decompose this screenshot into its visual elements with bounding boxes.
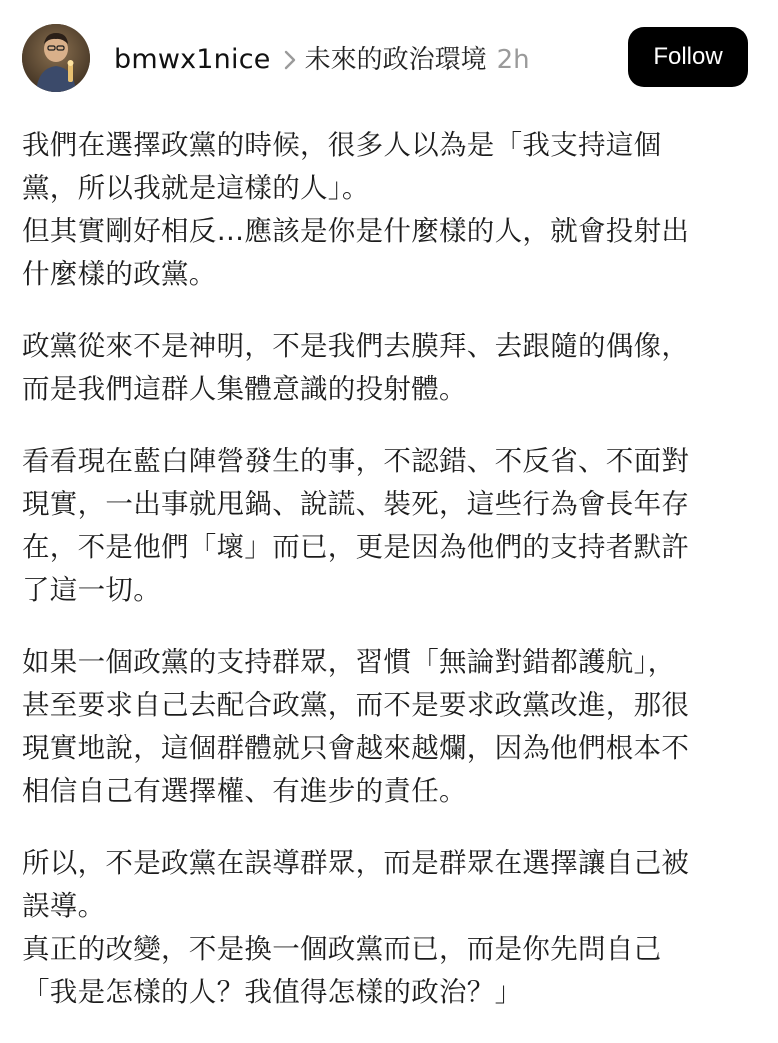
post-text-line: 政黨從來不是神明，不是我們去膜拜、去跟隨的偶像， — [22, 330, 690, 362]
post-text-line: 「我是怎樣的人？我值得怎樣的政治？」 — [22, 976, 523, 1008]
topic-tag-link[interactable]: 未來的政治環境 — [304, 45, 487, 75]
avatar-photo-icon — [22, 24, 90, 92]
post-paragraph — [22, 440, 736, 612]
avatar[interactable] — [22, 24, 90, 92]
post-text-line: 了這一切。 — [22, 574, 161, 606]
post-text-line: 誤導。 — [22, 890, 106, 922]
post-text-line: 現實，一出事就甩鍋、說謊、裝死，這些行為會長年存 — [22, 488, 690, 520]
post-text-line: 甚至要求自己去配合政黨，而不是要求政黨改進，那很 — [22, 689, 690, 721]
post-timestamp: 2h — [496, 45, 530, 75]
post-text-line: 我們在選擇政黨的時候，很多人以為是「我支持這個 — [22, 129, 662, 161]
post-text-line: 而是我們這群人集體意識的投射體。 — [22, 373, 467, 405]
follow-button[interactable]: Follow — [628, 27, 748, 87]
post-text-line: 黨，所以我就是這樣的人」。 — [22, 172, 370, 204]
post-text-line: 看看現在藍白陣營發生的事，不認錯、不反省、不面對 — [22, 445, 690, 477]
username-link[interactable]: bmwx1nice — [114, 44, 271, 75]
post-text-line: 但其實剛好相反…應該是你是什麼樣的人，就會投射出 — [22, 215, 690, 247]
post-text-line: 真正的改變，不是換一個政黨而已，而是你先問自己 — [22, 933, 662, 965]
post-text-line: 相信自己有選擇權、有進步的責任。 — [22, 775, 467, 807]
post-text-line: 所以，不是政黨在誤導群眾，而是群眾在選擇讓自己被 — [22, 847, 690, 879]
post-paragraph — [22, 641, 736, 813]
post-text-line: 如果一個政黨的支持群眾，習慣「無論對錯都護航」， — [22, 646, 676, 678]
post-text-line: 在，不是他們「壞」而已，更是因為他們的支持者默許 — [22, 531, 690, 563]
chevron-right-icon — [283, 49, 297, 71]
post-header — [0, 0, 778, 118]
post-body — [22, 124, 736, 1043]
post-paragraph — [22, 325, 736, 411]
post-paragraph — [22, 124, 736, 296]
post-paragraph — [22, 842, 736, 1014]
post-meta — [114, 40, 530, 80]
post-text-line: 什麼樣的政黨。 — [22, 258, 217, 290]
post-text-line: 現實地說，這個群體就只會越來越爛，因為他們根本不 — [22, 732, 690, 764]
